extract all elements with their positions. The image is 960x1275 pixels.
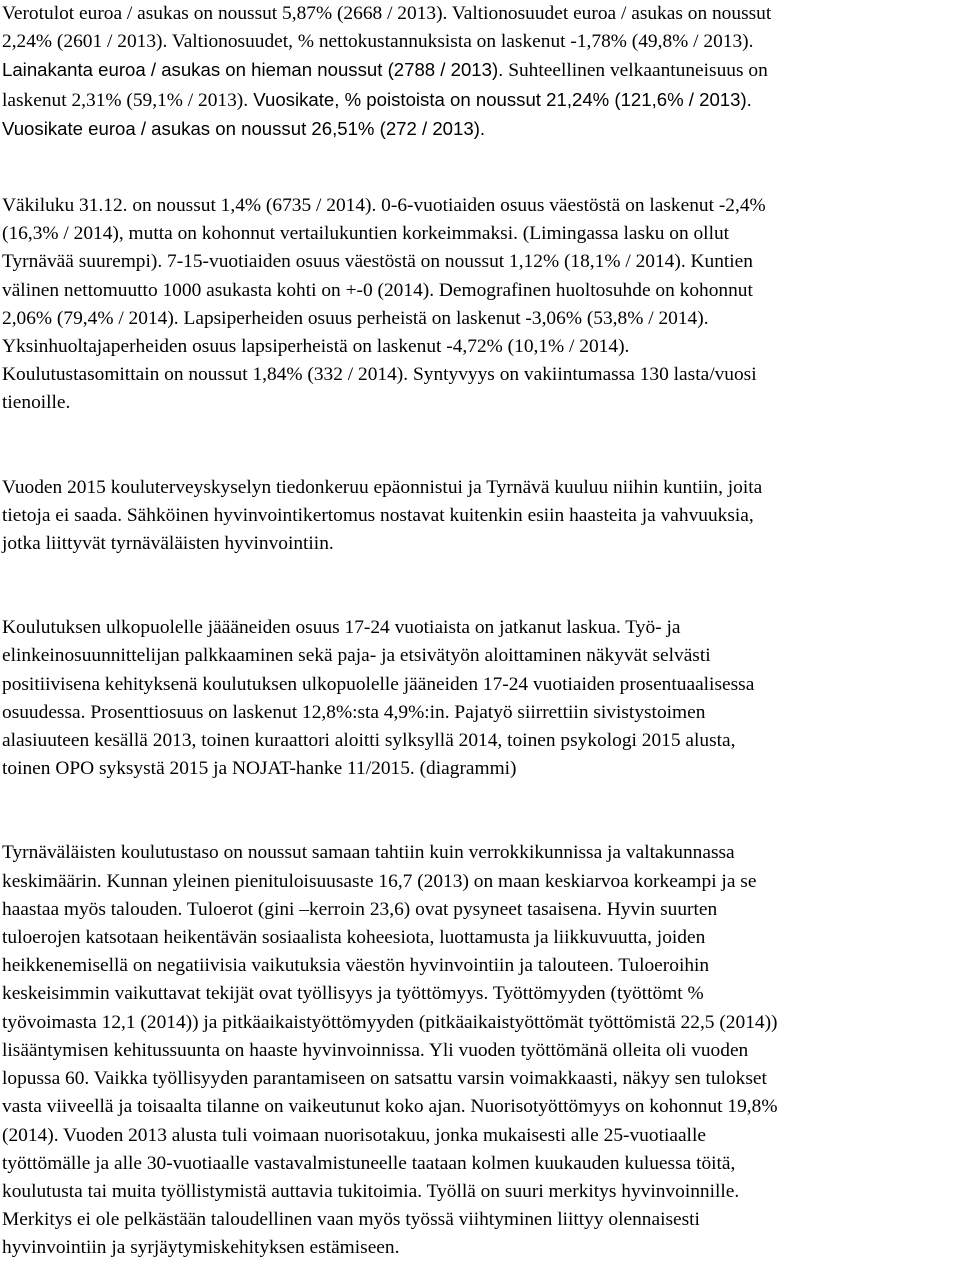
- text-run: 2,06% (79,4% / 2014). Lapsiperheiden osuus perheistä on laskenut -3,06% (53,8% / 2014).: [2, 307, 709, 329]
- text-line: [2, 699, 958, 727]
- text-run: tuloerojen katsotaan heikentävän sosiaalista koheesiota, luottamusta ja liikkuvuutta, joiden: [2, 927, 706, 949]
- text-run: Tyrnäväläisten koulutustaso on noussut samaan tahtiin kuin verrokkikunnissa ja valtakunnassa: [2, 842, 735, 864]
- text-line: [2, 1178, 958, 1206]
- text-line: [2, 333, 958, 361]
- text-run: Suhteellinen velkaantuneisuus on: [503, 60, 768, 82]
- text-run: toinen OPO syksystä 2015 ja NOJAT-hanke 11/2015. (diagrammi): [2, 758, 517, 780]
- text-line: [2, 305, 958, 333]
- document-page: [2, 0, 958, 1263]
- text-line: [2, 614, 958, 642]
- text-line: [2, 924, 958, 952]
- text-line: [2, 474, 958, 502]
- text-line: [2, 896, 958, 924]
- text-run: osuudessa. Prosenttiosuus on laskenut 12,8%:sta 4,9%:in. Pajatyö siirrettiin sivistystoimen: [2, 701, 706, 723]
- text-line: [2, 86, 958, 115]
- text-line: [2, 952, 958, 980]
- paragraph-spacer: [2, 418, 958, 474]
- text-run: haastaa myös talouden. Tuloerot (gini –kerroin 23,6) ovat pysyneet tasaisena. Hyvin suurten: [2, 898, 718, 920]
- text-run: (2014). Vuoden 2013 alusta tuli voimaan nuorisotakuu, jonka mukaisesti alle 25-vuotiaalle: [2, 1124, 706, 1146]
- text-line: [2, 502, 958, 530]
- paragraph-spacer: [2, 144, 958, 192]
- text-line: [2, 1122, 958, 1150]
- text-line: [2, 361, 958, 389]
- text-run: Väkiluku 31.12. on noussut 1,4% (6735 / 2014). 0-6-vuotiaiden osuus väestöstä on laskenut -2,4%: [2, 195, 766, 217]
- text-run: vasta viiveellä ja toisaalta tilanne on vaikeutunut koko ajan. Nuorisotyöttömyys on kohonnut 19,8%: [2, 1096, 778, 1118]
- text-line: [2, 192, 958, 220]
- text-run: Vuosikate euroa / asukas on noussut 26,51% (272 / 2013).: [2, 117, 486, 139]
- text-run: Yksinhuoltajaperheiden osuus lapsiperheistä on laskenut -4,72% (10,1% / 2014).: [2, 336, 630, 358]
- text-run: positiivisena kehityksenä koulutuksen ulkopuolelle jääneiden 17-24 vuotiaiden prosentuaalisessa: [2, 673, 755, 695]
- text-line: [2, 755, 958, 783]
- text-line: [2, 1093, 958, 1121]
- text-line: [2, 1009, 958, 1037]
- text-run: lisääntymisen kehitussuunta on haaste hyvinvoinnissa. Yli vuoden työttömänä olleita oli vuoden: [2, 1039, 749, 1061]
- paragraph-population: [2, 192, 958, 418]
- text-line: [2, 28, 958, 56]
- text-line: [2, 389, 958, 417]
- text-run: Vuoden 2015 kouluterveyskyselyn tiedonkeruu epäonnistui ja Tyrnävä kuuluu niihin kuntiin, joita: [2, 476, 763, 498]
- text-run: 2,24% (2601 / 2013). Valtionosuudet, % nettokustannuksista on laskenut -1,78% (49,8% / 2013).: [2, 31, 754, 53]
- text-line: [2, 220, 958, 248]
- text-line: [2, 727, 958, 755]
- text-run: elinkeinosuunnittelijan palkkaaminen sekä paja- ja etsivätyön aloittaminen näkyvät selvästi: [2, 645, 711, 667]
- text-run: alasiuuteen kesällä 2013, toinen kuraattori aloitti sylksyllä 2014, toinen psykologi 2015 alusta,: [2, 730, 736, 752]
- text-run: Vuosikate, % poistoista on noussut 21,24% (121,6% / 2013).: [248, 88, 752, 110]
- text-run: tienoille.: [2, 392, 71, 414]
- text-run: välinen nettomuutto 1000 asukasta kohti on +-0 (2014). Demografinen huoltosuhde on kohonnut: [2, 279, 753, 301]
- text-run: koulutusta tai muita työllistymistä auttavia tukitoimia. Työllä on suuri merkitys hyvinvoinnille.: [2, 1180, 740, 1202]
- text-run: työttömälle ja alle 30-vuotiaalle vastavalmistuneelle taataan kolmen kuukauden kuluessa töitä,: [2, 1152, 736, 1174]
- text-run: laskenut 2,31% (59,1% / 2013).: [2, 89, 249, 111]
- text-run: työvoimasta 12,1 (2014)) ja pitkäaikaistyöttömyyden (pitkäaikaistyöttömät työttömistä 22,5 (2014)): [2, 1011, 778, 1033]
- text-run: lopussa 60. Vaikka työllisyyden parantamiseen on satsattu varsin voimakkaasti, näkyy sen tulokset: [2, 1068, 767, 1090]
- text-line: [2, 1150, 958, 1178]
- text-run: Koulutuksen ulkopuolelle jäääneiden osuus 17-24 vuotiaista on jatkanut laskua. Työ- ja: [2, 617, 681, 639]
- paragraph-spacer: [2, 783, 958, 839]
- text-run: Tyrnävää suurempi). 7-15-vuotiaiden osuus väestöstä on noussut 1,12% (18,1% / 2014). Kuntien: [2, 251, 753, 273]
- text-line: [2, 530, 958, 558]
- paragraph-finances: [2, 0, 958, 144]
- text-run: Koulutustasomittain on noussut 1,84% (332 / 2014). Syntyvyys on vakiintumassa 130 lasta/vuosi: [2, 364, 757, 386]
- text-line: [2, 868, 958, 896]
- text-run: tietoja ei saada. Sähköinen hyvinvointikertomus nostavat kuitenkin esiin haasteita ja vahvuuksia,: [2, 504, 754, 526]
- text-line: [2, 671, 958, 699]
- text-run: keskeisimmin vaikuttavat tekijät ovat työllisyys ja työttömyys. Työttömyyden (työttömt %: [2, 983, 704, 1005]
- text-line: [2, 248, 958, 276]
- text-line: [2, 1037, 958, 1065]
- text-line: [2, 642, 958, 670]
- text-line: [2, 1065, 958, 1093]
- text-run: keskimäärin. Kunnan yleinen pienituloisuusaste 16,7 (2013) on maan keskiarvoa korkeampi ja se: [2, 870, 757, 892]
- text-line: [2, 1206, 958, 1234]
- paragraph-spacer: [2, 558, 958, 614]
- text-run: (16,3% / 2014), mutta on kohonnut vertailukuntien korkeimmaksi. (Limingassa lasku on ollut: [2, 223, 730, 245]
- paragraph-school-survey: [2, 474, 958, 559]
- text-run: hyvinvointiin ja syrjäytymiskehityksen estämiseen.: [2, 1237, 400, 1259]
- paragraph-education: [2, 614, 958, 783]
- text-line: [2, 0, 958, 28]
- text-run: Lainakanta euroa / asukas on hieman noussut (2788 / 2013).: [2, 59, 504, 81]
- text-run: heikkenemisellä on negatiivisia vaikutuksia väestön hyvinvointiin ja talouteen. Tuloeroihin: [2, 955, 710, 977]
- text-line: [2, 839, 958, 867]
- text-line: [2, 1234, 958, 1262]
- text-run: jotka liittyvät tyrnäväläisten hyvinvointiin.: [2, 533, 334, 555]
- text-line: [2, 56, 958, 85]
- text-line: [2, 980, 958, 1008]
- text-run: Verotulot euroa / asukas on noussut 5,87% (2668 / 2013). Valtionosuudet euroa / asukas on noussut: [2, 3, 772, 24]
- text-run: Merkitys ei ole pelkästään taloudellinen vaan myös työssä viihtyminen liittyy olennaisesti: [2, 1209, 700, 1231]
- paragraph-employment: [2, 839, 958, 1262]
- text-line: [2, 277, 958, 305]
- text-line: [2, 115, 958, 144]
